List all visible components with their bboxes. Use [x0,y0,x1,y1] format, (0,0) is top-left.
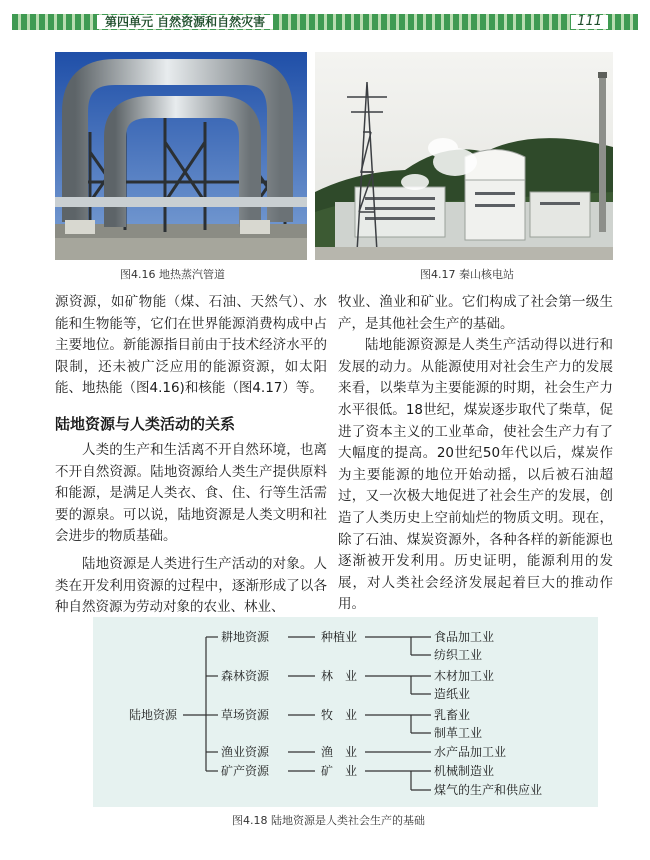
diagram-product-node: 乳畜业 [434,708,471,722]
figure-4-16-caption: 图4.16 地热蒸汽管道 [120,268,225,281]
diagram-resource-node: 渔业资源 [221,745,270,759]
diagram-resource-node: 矿产资源 [221,764,270,778]
diagram-product-node: 食品加工业 [434,630,495,644]
diagram-industry-node: 牧 业 [321,708,358,722]
paragraph: 陆地能源资源是人类生产活动得以进行和发展的动力。从能源使用对社会生产力的发展来看，以柴草为主要能源的时期，社会生产力水平很低。18世纪，煤炭逐步取代了柴草，促进了资本主义的工业革命，使社会生产力有了大幅度的提高。20世纪50年代以后，煤炭作为主要能源的地位开始动摇，以后被石油超过，又一次极大地促进了社会生产的发展，创造了人类历史上空前灿烂的物质文明。现在，除了石油、煤炭资源外，各种各样的新能源也逐渐被开发利用。历史证明，能源利用的发展，对人类社会经济发展起着巨大的推动作用。 [338,337,613,613]
diagram-resource-node: 耕地资源 [221,630,270,644]
diagram-product-node: 纺织工业 [434,648,483,662]
diagram-product-node: 制革工业 [434,726,483,740]
page-number: 111 [571,15,608,29]
diagram-product-node: 木材加工业 [434,669,495,683]
diagram-resource-node: 草场资源 [221,708,270,722]
unit-header-band [12,14,638,30]
geothermal-pipes-photo [55,52,307,260]
diagram-resource-node: 森林资源 [221,669,270,683]
diagram-industry-node: 种植业 [321,630,358,644]
unit-title: 第四单元 自然资源和自然灾害 [97,15,273,29]
paragraph: 牧业、渔业和矿业。它们构成了社会第一级生产，是其他社会生产的基础。 [338,294,613,332]
diagram-product-node: 水产品加工业 [434,745,507,759]
diagram-root-node: 陆地资源 [129,708,178,722]
diagram-industry-node: 林 业 [321,669,358,683]
figure-4-18-caption: 图4.18 陆地资源是人类社会生产的基础 [232,814,425,827]
nuclear-plant-photo [315,52,613,260]
section-heading: 陆地资源与人类活动的关系 [55,414,236,433]
paragraph: 人类的生产和生活离不开自然环境，也离不开自然资源。陆地资源给人类生产提供原料和能源，是满足人类衣、食、住、行等生活需要的源泉。可以说，陆地资源是人类文明和社会进步的物质基础。 [55,441,327,545]
land-resources-diagram [93,617,598,807]
diagram-industry-node: 矿 业 [321,764,358,778]
diagram-industry-node: 渔 业 [321,745,358,759]
left-text-column [55,292,327,619]
diagram-product-node: 煤气的生产和供应业 [434,783,543,797]
diagram-product-node: 机械制造业 [434,764,495,778]
figure-4-17-caption: 图4.17 秦山核电站 [420,268,514,281]
paragraph: 源资源，如矿物能（煤、石油、天然气）、水能和生物能等，它们在世界能源消费构成中占主要地位。新能源指目前由于技术经济水平的限制，还未被广泛应用的能源资源，如太阳能、地热能（图4.16)和核能（图4.17）等。 [55,294,327,397]
right-text-column [338,292,613,616]
paragraph: 陆地资源是人类进行生产活动的对象。人类在开发利用资源的过程中，逐渐形成了以各种自然资源为劳动对象的农业、林业、 [55,555,327,616]
diagram-product-node: 造纸业 [434,687,471,701]
